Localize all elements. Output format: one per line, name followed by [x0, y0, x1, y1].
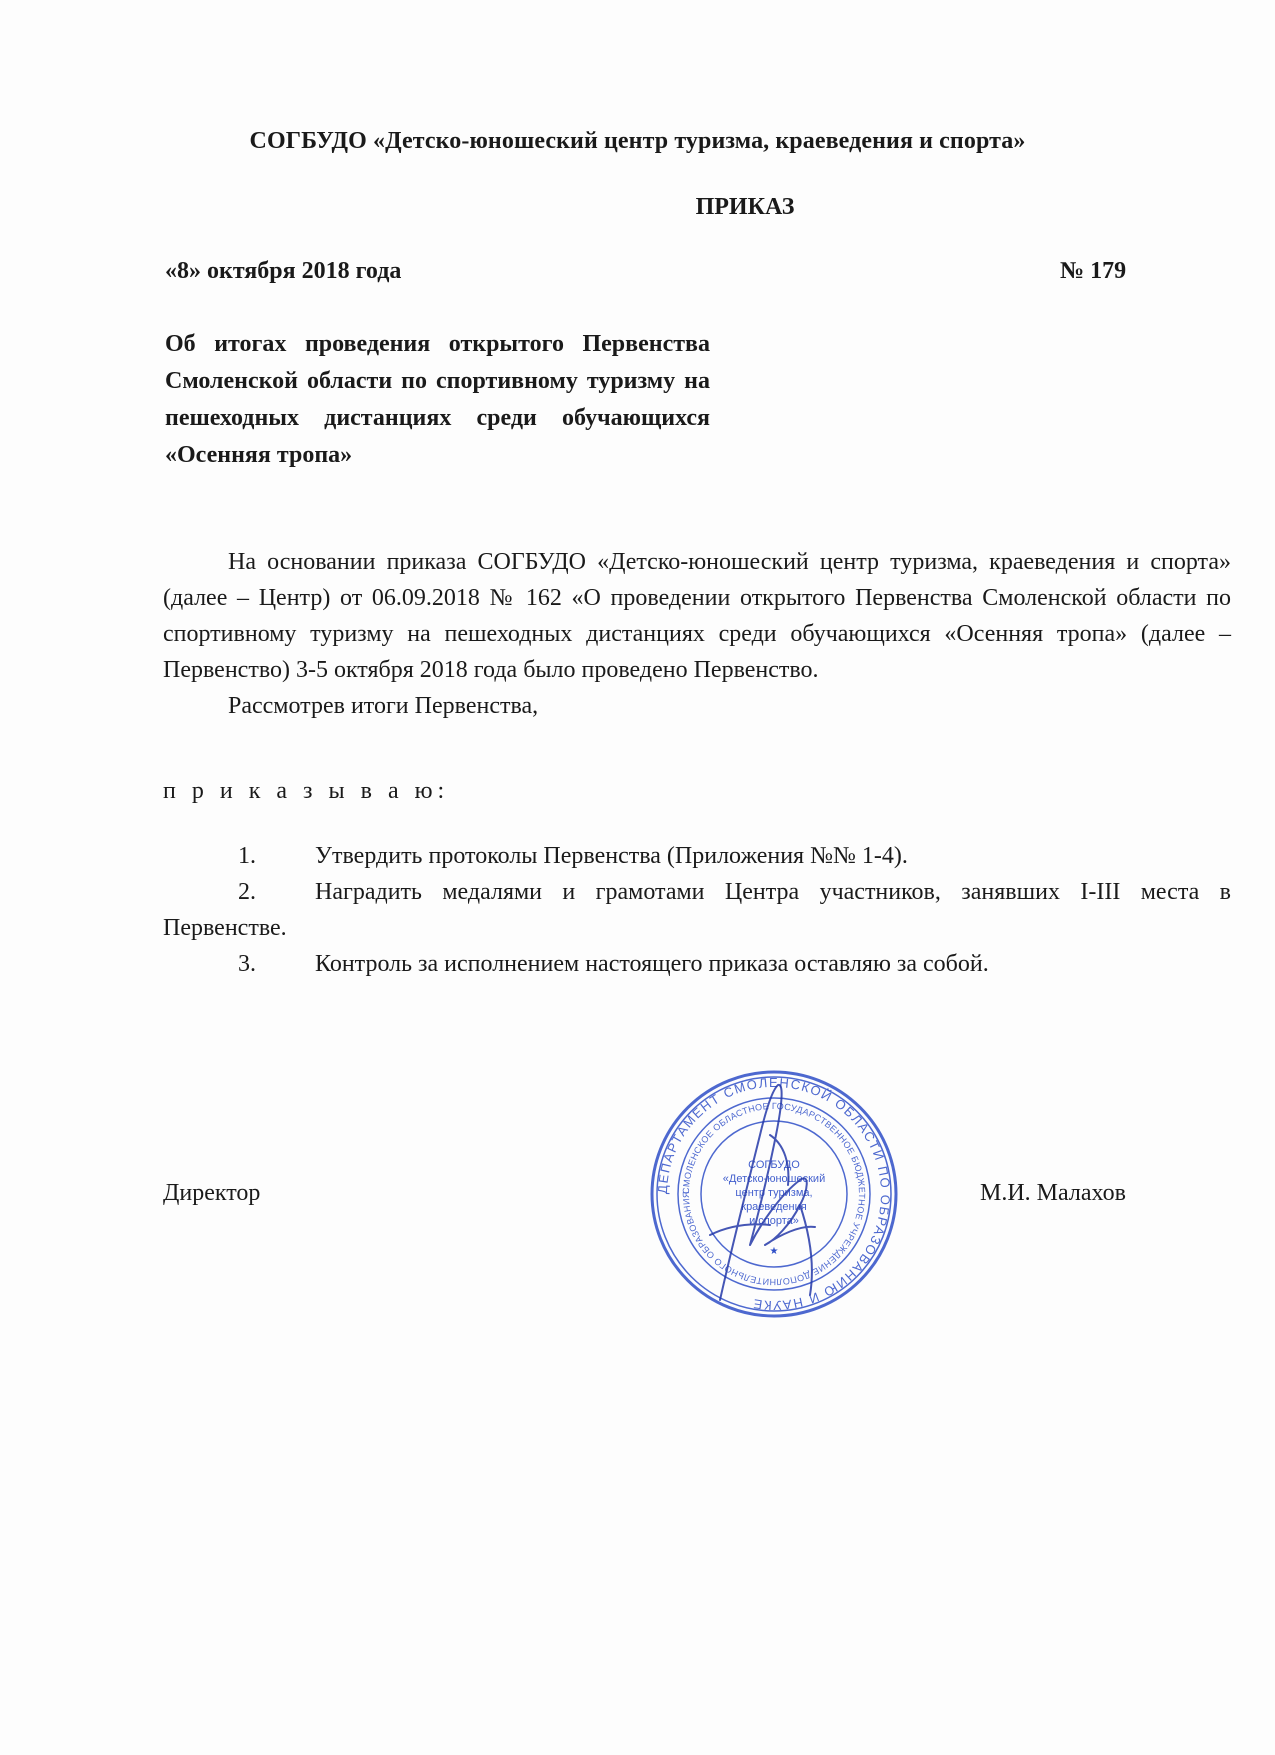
stamp-inner-ring-text: СМОЛЕНСКОЕ ОБЛАСТНОЕ ГОСУДАРСТВЕННОЕ БЮДЖЕТНОЕ УЧРЕЖДЕНИЕ ДОПОЛНИТЕЛЬНОГО ОБРАЗОВАНИЯ: [680, 1100, 868, 1288]
order-item: [163, 838, 1231, 874]
order-item: [163, 946, 1231, 982]
stamp-center-line: и спорта»: [749, 1215, 799, 1227]
stamp-center-line: центр туризма,: [735, 1187, 813, 1199]
order-item-text: Контроль за исполнением настоящего приказа оставляю за собой.: [315, 951, 989, 977]
document-type-title: ПРИКАЗ: [695, 194, 795, 220]
order-word: п р и к а з ы в а ю:: [163, 778, 450, 804]
signatory-name: М.И. Малахов: [980, 1180, 1126, 1206]
stamp-center-line: «Детско-юношеский: [722, 1173, 826, 1185]
order-subject: Об итогах проведения открытого Первенства Смоленской области по спортивному туризму на пешеходных дистанциях среди обучающихся «Осенняя тропа»: [165, 331, 710, 468]
order-number: № 179: [1060, 258, 1127, 284]
order-item: [163, 874, 1231, 946]
handwritten-signature: [650, 1075, 870, 1305]
order-date: «8» октября 2018 года: [165, 258, 402, 284]
order-items-list: [163, 838, 1231, 982]
order-item-number: 3.: [238, 951, 256, 977]
star-icon: ★: [769, 1246, 779, 1257]
signatory-role: Директор: [163, 1180, 261, 1206]
stamp-center-line: СОГБУДО: [748, 1159, 800, 1171]
order-item-number: 1.: [238, 843, 256, 869]
order-item-text: Наградить медалями и грамотами Центра участников, занявших I-III места в Первенстве.: [163, 879, 1231, 941]
body-paragraph-considering: Рассмотрев итоги Первенства,: [228, 693, 539, 719]
order-body: [163, 544, 1231, 724]
order-item-text: Утвердить протоколы Первенства (Приложения №№ 1-4).: [315, 843, 908, 869]
body-paragraph-basis: На основании приказа СОГБУДО «Детско-юношеский центр туризма, краеведения и спорта» (далее – Центр) от 06.09.2018 № 162 «О проведении открытого Первенства Смоленской области по спортивному туризму на пешеходных дистанциях среди обучающихся «Осенняя тропа» (далее – Первенство) 3-5 октября 2018 года было проведено Первенство.: [163, 549, 1231, 683]
organization-title: СОГБУДО «Детско-юношеский центр туризма, краеведения и спорта»: [249, 128, 1026, 154]
stamp-center-line: краеведения: [741, 1201, 807, 1213]
order-item-number: 2.: [238, 879, 256, 905]
stamp-outer-ring-text: ДЕПАРТАМЕНТ СМОЛЕНСКОЙ ОБЛАСТИ ПО ОБРАЗОВАНИЮ И НАУКЕ: [654, 1074, 894, 1314]
